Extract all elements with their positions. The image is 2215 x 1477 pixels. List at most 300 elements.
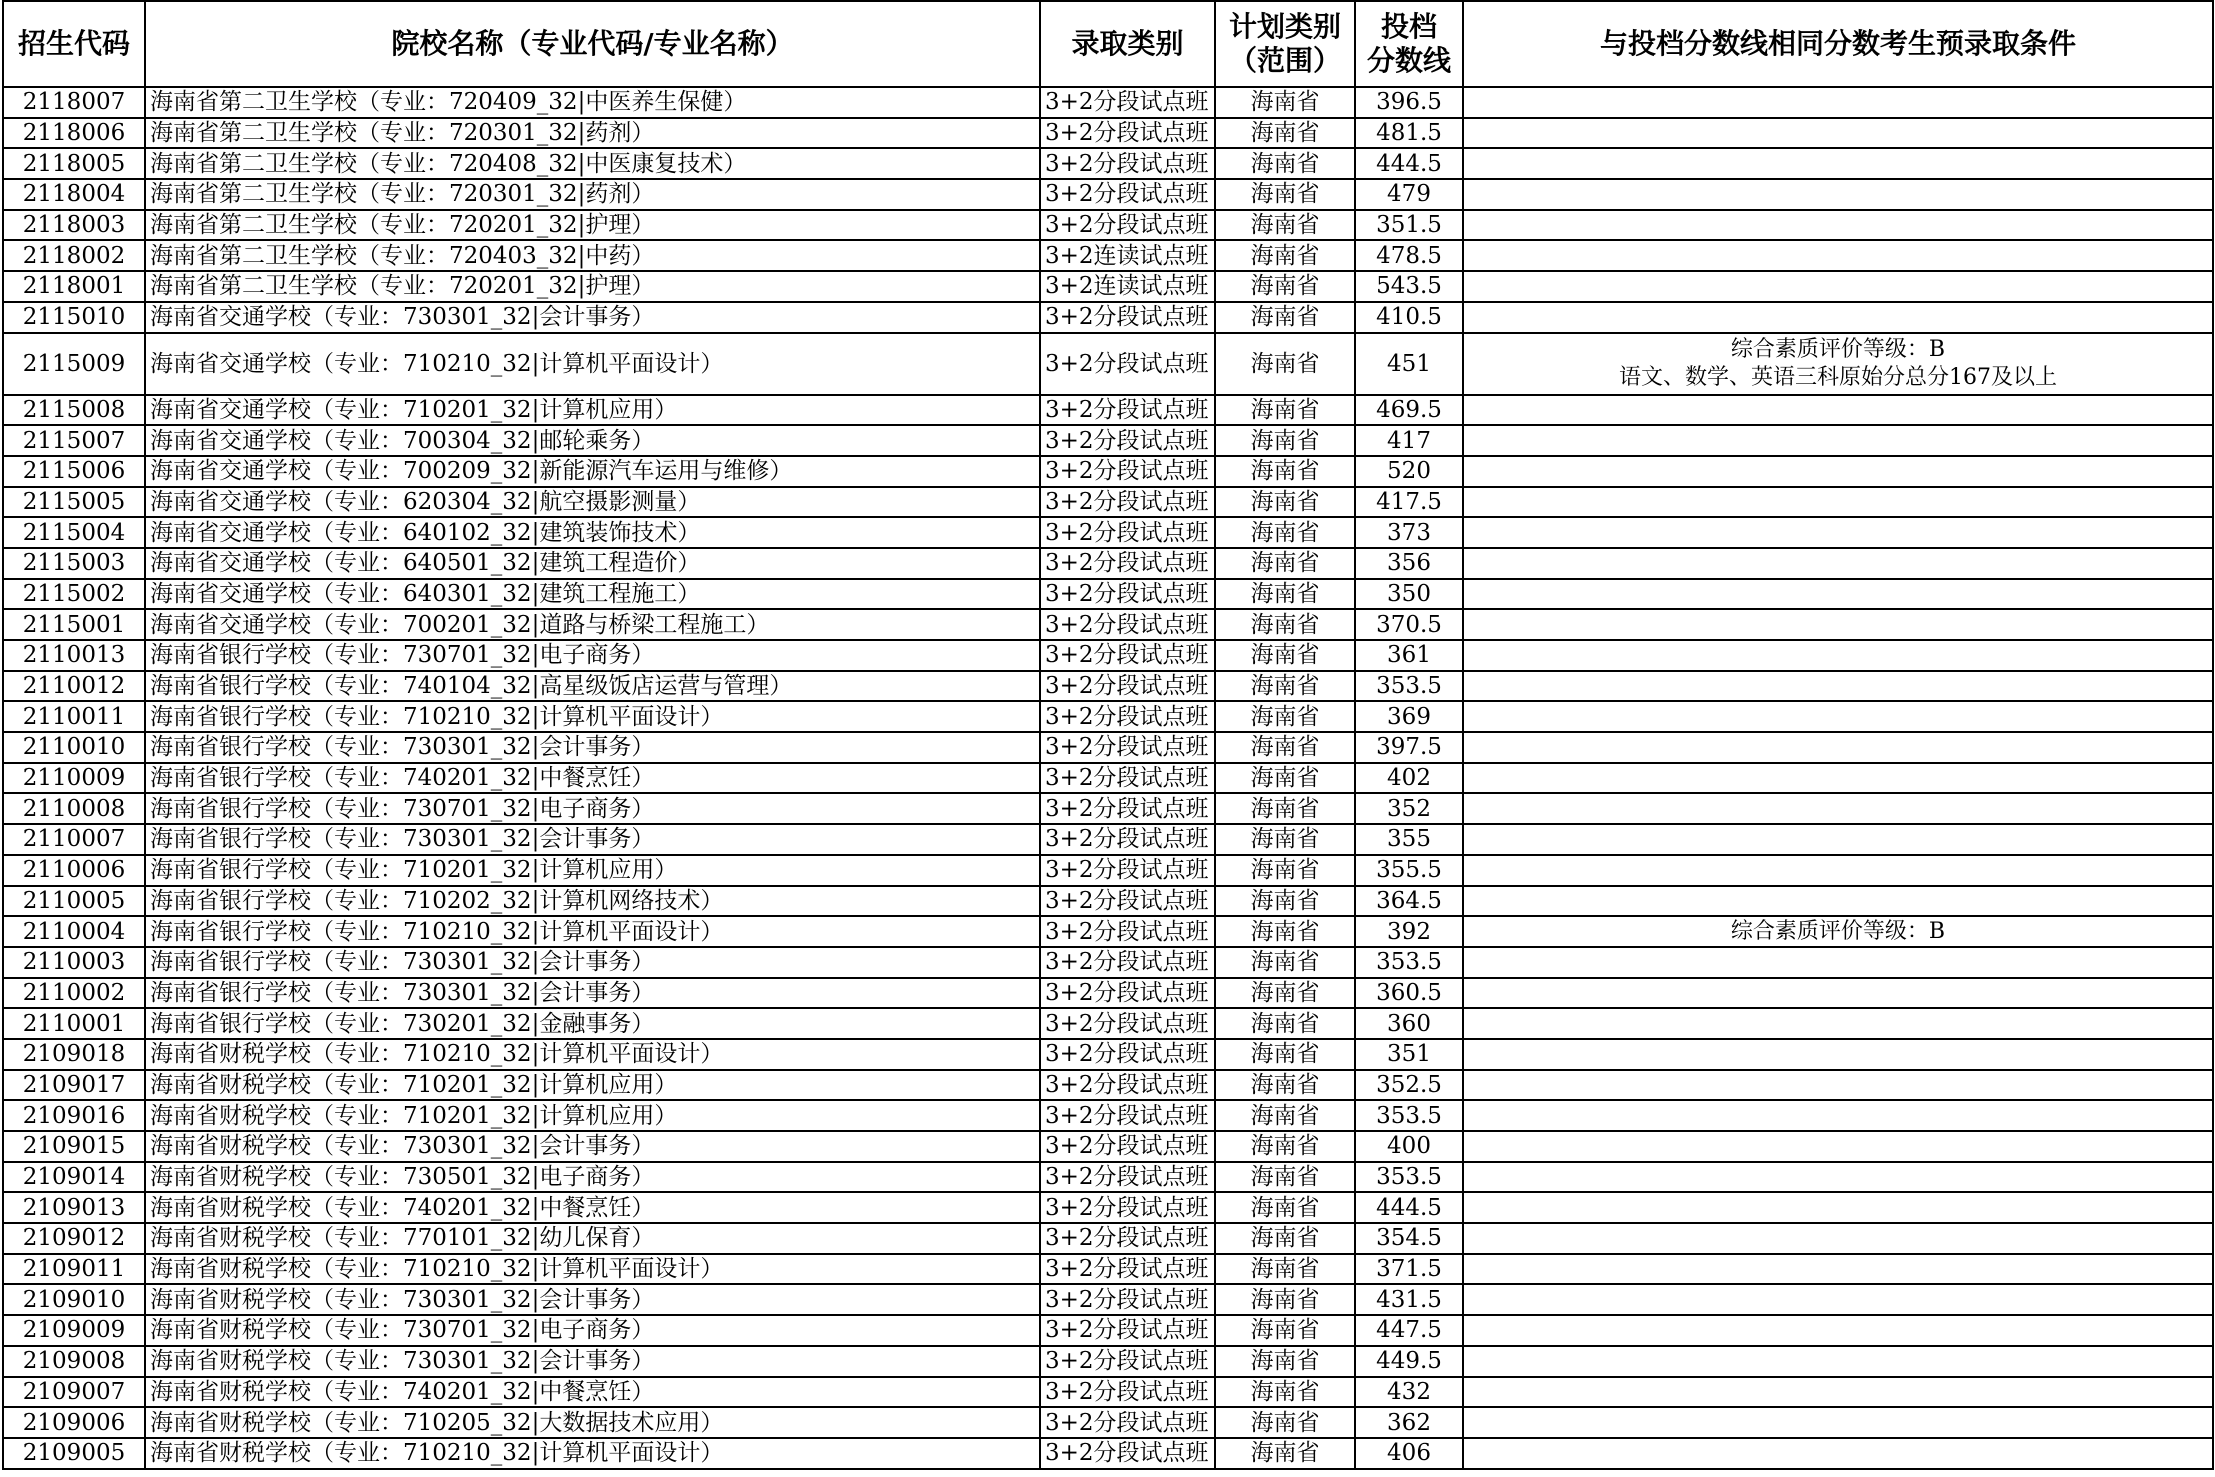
cell-category: 3+2分段试点班 (1040, 1008, 1215, 1039)
cell-school: 海南省财税学校（专业：730301_32|会计事务） (145, 1284, 1040, 1315)
cell-category: 3+2分段试点班 (1040, 1346, 1215, 1377)
cell-score: 449.5 (1355, 1346, 1463, 1377)
cell-code: 2110004 (3, 916, 145, 947)
cell-score: 431.5 (1355, 1284, 1463, 1315)
cell-school: 海南省交通学校（专业：640301_32|建筑工程施工） (145, 579, 1040, 610)
cell-school: 海南省交通学校（专业：710201_32|计算机应用） (145, 395, 1040, 426)
table-row (3, 1008, 2213, 1039)
header-score (1355, 1, 1463, 87)
cell-code: 2109013 (3, 1192, 145, 1223)
cell-code: 2115008 (3, 395, 145, 426)
header-score-line1: 投档 (1380, 10, 1437, 43)
cell-category: 3+2分段试点班 (1040, 609, 1215, 640)
cell-code: 2109006 (3, 1407, 145, 1438)
table-row (3, 425, 2213, 456)
cell-category: 3+2分段试点班 (1040, 855, 1215, 886)
cell-condition (1463, 210, 2213, 241)
cell-condition (1463, 517, 2213, 548)
cell-score: 481.5 (1355, 118, 1463, 149)
cell-code: 2110012 (3, 671, 145, 702)
cell-category: 3+2分段试点班 (1040, 148, 1215, 179)
cell-school: 海南省银行学校（专业：710210_32|计算机平面设计） (145, 916, 1040, 947)
cell-category: 3+2分段试点班 (1040, 732, 1215, 763)
cell-code: 2109017 (3, 1070, 145, 1101)
cell-plan: 海南省 (1215, 763, 1355, 794)
cell-condition (1463, 1039, 2213, 1070)
cell-code: 2118005 (3, 148, 145, 179)
cell-school: 海南省第二卫生学校（专业：720201_32|护理） (145, 210, 1040, 241)
cell-plan: 海南省 (1215, 1162, 1355, 1193)
cell-condition (1463, 1407, 2213, 1438)
cell-plan: 海南省 (1215, 916, 1355, 947)
cell-plan: 海南省 (1215, 701, 1355, 732)
cell-score: 444.5 (1355, 148, 1463, 179)
cell-school: 海南省第二卫生学校（专业：720201_32|护理） (145, 271, 1040, 302)
table-row (3, 671, 2213, 702)
cell-condition (1463, 579, 2213, 610)
cell-condition (1463, 671, 2213, 702)
cell-plan: 海南省 (1215, 1346, 1355, 1377)
table-row (3, 210, 2213, 241)
cell-category: 3+2分段试点班 (1040, 517, 1215, 548)
cell-condition (1463, 1223, 2213, 1254)
cell-code: 2115003 (3, 548, 145, 579)
cell-score: 402 (1355, 763, 1463, 794)
cell-school: 海南省财税学校（专业：730501_32|电子商务） (145, 1162, 1040, 1193)
cell-code: 2109008 (3, 1346, 145, 1377)
cell-plan: 海南省 (1215, 148, 1355, 179)
cell-condition (1463, 1008, 2213, 1039)
cell-condition (1463, 487, 2213, 518)
cell-code: 2109014 (3, 1162, 145, 1193)
table-row (3, 763, 2213, 794)
cell-condition (1463, 425, 2213, 456)
cell-condition (1463, 333, 2213, 395)
cell-plan: 海南省 (1215, 947, 1355, 978)
cell-code: 2110006 (3, 855, 145, 886)
table-row (3, 1039, 2213, 1070)
header-condition: 与投档分数线相同分数考生预录取条件 (1463, 1, 2213, 87)
cell-school: 海南省第二卫生学校（专业：720301_32|药剂） (145, 179, 1040, 210)
cell-category: 3+2分段试点班 (1040, 1254, 1215, 1285)
cell-score: 351 (1355, 1039, 1463, 1070)
cell-category: 3+2分段试点班 (1040, 824, 1215, 855)
cell-plan: 海南省 (1215, 1254, 1355, 1285)
cell-code: 2115010 (3, 302, 145, 333)
cell-condition (1463, 886, 2213, 917)
cell-code: 2115007 (3, 425, 145, 456)
cell-condition (1463, 1254, 2213, 1285)
cell-score: 351.5 (1355, 210, 1463, 241)
table-row (3, 1284, 2213, 1315)
cell-category: 3+2分段试点班 (1040, 579, 1215, 610)
cell-school: 海南省财税学校（专业：710201_32|计算机应用） (145, 1100, 1040, 1131)
cell-category: 3+2分段试点班 (1040, 947, 1215, 978)
table-row (3, 640, 2213, 671)
cell-code: 2110009 (3, 763, 145, 794)
cell-category: 3+2分段试点班 (1040, 701, 1215, 732)
cell-code: 2109010 (3, 1284, 145, 1315)
cell-school: 海南省银行学校（专业：730301_32|会计事务） (145, 732, 1040, 763)
table-row (3, 87, 2213, 118)
table-body (3, 87, 2213, 1469)
cell-plan: 海南省 (1215, 671, 1355, 702)
header-code: 招生代码 (3, 1, 145, 87)
cell-score: 444.5 (1355, 1192, 1463, 1223)
cell-school: 海南省银行学校（专业：730701_32|电子商务） (145, 640, 1040, 671)
cell-code: 2109016 (3, 1100, 145, 1131)
header-plan-line1: 计划类别 (1228, 10, 1341, 43)
cell-condition (1463, 456, 2213, 487)
cell-score: 364.5 (1355, 886, 1463, 917)
cell-plan: 海南省 (1215, 793, 1355, 824)
table-row (3, 1100, 2213, 1131)
cell-plan: 海南省 (1215, 1223, 1355, 1254)
cell-score: 370.5 (1355, 609, 1463, 640)
table-row (3, 240, 2213, 271)
cell-plan: 海南省 (1215, 87, 1355, 118)
cell-category: 3+2分段试点班 (1040, 886, 1215, 917)
cell-category: 3+2分段试点班 (1040, 916, 1215, 947)
cell-school: 海南省第二卫生学校（专业：720301_32|药剂） (145, 118, 1040, 149)
cell-school: 海南省银行学校（专业：730301_32|会计事务） (145, 824, 1040, 855)
cell-condition (1463, 1284, 2213, 1315)
cell-code: 2115001 (3, 609, 145, 640)
cell-condition (1463, 763, 2213, 794)
cell-code: 2115009 (3, 333, 145, 395)
cell-code: 2118007 (3, 87, 145, 118)
cell-school: 海南省财税学校（专业：770101_32|幼儿保育） (145, 1223, 1040, 1254)
cell-condition (1463, 916, 2213, 947)
cell-score: 353.5 (1355, 671, 1463, 702)
cell-condition (1463, 1070, 2213, 1101)
cell-school: 海南省银行学校（专业：730701_32|电子商务） (145, 793, 1040, 824)
cell-condition (1463, 1377, 2213, 1408)
cell-school: 海南省银行学校（专业：710201_32|计算机应用） (145, 855, 1040, 886)
cell-condition (1463, 793, 2213, 824)
cell-category: 3+2连读试点班 (1040, 271, 1215, 302)
cell-school: 海南省第二卫生学校（专业：720409_32|中医养生保健） (145, 87, 1040, 118)
table-row (3, 118, 2213, 149)
cell-plan: 海南省 (1215, 333, 1355, 395)
cell-code: 2110010 (3, 732, 145, 763)
table-row (3, 824, 2213, 855)
table-row (3, 1192, 2213, 1223)
cell-condition (1463, 1192, 2213, 1223)
cell-category: 3+2分段试点班 (1040, 179, 1215, 210)
cell-plan: 海南省 (1215, 978, 1355, 1009)
table-row (3, 1131, 2213, 1162)
cell-code: 2118002 (3, 240, 145, 271)
cell-school: 海南省银行学校（专业：710210_32|计算机平面设计） (145, 701, 1040, 732)
table-row (3, 1346, 2213, 1377)
cell-category: 3+2分段试点班 (1040, 210, 1215, 241)
cell-school: 海南省交通学校（专业：700209_32|新能源汽车运用与维修） (145, 456, 1040, 487)
cell-school: 海南省财税学校（专业：710210_32|计算机平面设计） (145, 1039, 1040, 1070)
cell-code: 2110001 (3, 1008, 145, 1039)
cell-code: 2110007 (3, 824, 145, 855)
cell-category: 3+2分段试点班 (1040, 456, 1215, 487)
cell-code: 2110002 (3, 978, 145, 1009)
cell-plan: 海南省 (1215, 548, 1355, 579)
table-row (3, 548, 2213, 579)
table-row (3, 1407, 2213, 1438)
cell-school: 海南省财税学校（专业：740201_32|中餐烹饪） (145, 1377, 1040, 1408)
cell-condition (1463, 732, 2213, 763)
cell-category: 3+2分段试点班 (1040, 1162, 1215, 1193)
condition-line: 综合素质评价等级：B (1730, 336, 1946, 362)
cell-school: 海南省交通学校（专业：700201_32|道路与桥梁工程施工） (145, 609, 1040, 640)
table-row (3, 333, 2213, 395)
cell-category: 3+2分段试点班 (1040, 1192, 1215, 1223)
cell-condition (1463, 118, 2213, 149)
cell-school: 海南省财税学校（专业：740201_32|中餐烹饪） (145, 1192, 1040, 1223)
cell-code: 2118004 (3, 179, 145, 210)
cell-plan: 海南省 (1215, 1377, 1355, 1408)
cell-school: 海南省银行学校（专业：730301_32|会计事务） (145, 947, 1040, 978)
cell-category: 3+2分段试点班 (1040, 640, 1215, 671)
cell-code: 2110005 (3, 886, 145, 917)
table-row (3, 947, 2213, 978)
cell-condition (1463, 1315, 2213, 1346)
cell-plan: 海南省 (1215, 1315, 1355, 1346)
cell-condition (1463, 548, 2213, 579)
cell-plan: 海南省 (1215, 302, 1355, 333)
cell-condition (1463, 978, 2213, 1009)
cell-category: 3+2分段试点班 (1040, 793, 1215, 824)
table-row (3, 456, 2213, 487)
table-row (3, 1162, 2213, 1193)
cell-category: 3+2分段试点班 (1040, 118, 1215, 149)
cell-score: 469.5 (1355, 395, 1463, 426)
cell-plan: 海南省 (1215, 179, 1355, 210)
cell-school: 海南省财税学校（专业：730301_32|会计事务） (145, 1346, 1040, 1377)
cell-school: 海南省银行学校（专业：740201_32|中餐烹饪） (145, 763, 1040, 794)
cell-school: 海南省银行学校（专业：730301_32|会计事务） (145, 978, 1040, 1009)
cell-plan: 海南省 (1215, 517, 1355, 548)
cell-plan: 海南省 (1215, 824, 1355, 855)
cell-condition (1463, 1131, 2213, 1162)
cell-code: 2115006 (3, 456, 145, 487)
cell-category: 3+2分段试点班 (1040, 1100, 1215, 1131)
cell-category: 3+2分段试点班 (1040, 548, 1215, 579)
cell-code: 2110008 (3, 793, 145, 824)
table-row (3, 701, 2213, 732)
table-row (3, 487, 2213, 518)
condition-line: 综合素质评价等级：B (1730, 918, 1946, 944)
cell-plan: 海南省 (1215, 1131, 1355, 1162)
condition-line: 语文、数学、英语三科原始分总分167及以上 (1619, 364, 2057, 390)
cell-school: 海南省第二卫生学校（专业：720408_32|中医康复技术） (145, 148, 1040, 179)
cell-category: 3+2分段试点班 (1040, 487, 1215, 518)
cell-category: 3+2分段试点班 (1040, 425, 1215, 456)
cell-score: 543.5 (1355, 271, 1463, 302)
cell-category: 3+2分段试点班 (1040, 1039, 1215, 1070)
table-row (3, 978, 2213, 1009)
header-score-line2: 分数线 (1366, 44, 1451, 77)
header-row (3, 1, 2213, 87)
cell-condition (1463, 947, 2213, 978)
cell-category: 3+2分段试点班 (1040, 1284, 1215, 1315)
cell-category: 3+2分段试点班 (1040, 1070, 1215, 1101)
cell-plan: 海南省 (1215, 640, 1355, 671)
cell-plan: 海南省 (1215, 118, 1355, 149)
cell-score: 350 (1355, 579, 1463, 610)
cell-score: 396.5 (1355, 87, 1463, 118)
cell-school: 海南省财税学校（专业：710210_32|计算机平面设计） (145, 1254, 1040, 1285)
cell-code: 2118006 (3, 118, 145, 149)
table-row (3, 1254, 2213, 1285)
table-row (3, 271, 2213, 302)
cell-plan: 海南省 (1215, 1192, 1355, 1223)
cell-code: 2118003 (3, 210, 145, 241)
cell-plan: 海南省 (1215, 1284, 1355, 1315)
cell-code: 2115004 (3, 517, 145, 548)
cell-code: 2109015 (3, 1131, 145, 1162)
cell-school: 海南省财税学校（专业：710201_32|计算机应用） (145, 1070, 1040, 1101)
cell-score: 355 (1355, 824, 1463, 855)
cell-score: 397.5 (1355, 732, 1463, 763)
cell-code: 2115002 (3, 579, 145, 610)
cell-condition (1463, 395, 2213, 426)
table-row (3, 1315, 2213, 1346)
table-row (3, 148, 2213, 179)
cell-score: 406 (1355, 1438, 1463, 1469)
cell-score: 520 (1355, 456, 1463, 487)
cell-code: 2110011 (3, 701, 145, 732)
cell-code: 2110013 (3, 640, 145, 671)
cell-category: 3+2分段试点班 (1040, 1131, 1215, 1162)
cell-score: 447.5 (1355, 1315, 1463, 1346)
cell-score: 410.5 (1355, 302, 1463, 333)
cell-condition (1463, 87, 2213, 118)
cell-code: 2109007 (3, 1377, 145, 1408)
cell-score: 355.5 (1355, 855, 1463, 886)
cell-condition (1463, 701, 2213, 732)
cell-school: 海南省财税学校（专业：710210_32|计算机平面设计） (145, 1438, 1040, 1469)
table-row (3, 916, 2213, 947)
cell-condition (1463, 148, 2213, 179)
cell-score: 417 (1355, 425, 1463, 456)
cell-school: 海南省交通学校（专业：700304_32|邮轮乘务） (145, 425, 1040, 456)
cell-plan: 海南省 (1215, 1100, 1355, 1131)
cell-score: 353.5 (1355, 1162, 1463, 1193)
cell-code: 2109011 (3, 1254, 145, 1285)
cell-plan: 海南省 (1215, 732, 1355, 763)
cell-score: 353.5 (1355, 1100, 1463, 1131)
admission-table (2, 0, 2214, 1470)
table-row (3, 1377, 2213, 1408)
cell-plan: 海南省 (1215, 487, 1355, 518)
cell-plan: 海南省 (1215, 855, 1355, 886)
cell-school: 海南省银行学校（专业：730201_32|金融事务） (145, 1008, 1040, 1039)
cell-plan: 海南省 (1215, 609, 1355, 640)
cell-school: 海南省交通学校（专业：620304_32|航空摄影测量） (145, 487, 1040, 518)
cell-condition (1463, 179, 2213, 210)
table-row (3, 302, 2213, 333)
cell-score: 371.5 (1355, 1254, 1463, 1285)
header-plan-line2: （范围） (1228, 44, 1341, 77)
cell-score: 417.5 (1355, 487, 1463, 518)
cell-condition (1463, 855, 2213, 886)
cell-category: 3+2分段试点班 (1040, 333, 1215, 395)
table-row (3, 395, 2213, 426)
cell-score: 369 (1355, 701, 1463, 732)
cell-code: 2118001 (3, 271, 145, 302)
cell-plan: 海南省 (1215, 1039, 1355, 1070)
table-row (3, 886, 2213, 917)
table-row (3, 1223, 2213, 1254)
cell-category: 3+2分段试点班 (1040, 671, 1215, 702)
cell-score: 354.5 (1355, 1223, 1463, 1254)
cell-category: 3+2分段试点班 (1040, 1438, 1215, 1469)
cell-condition (1463, 302, 2213, 333)
cell-plan: 海南省 (1215, 456, 1355, 487)
cell-condition (1463, 1100, 2213, 1131)
cell-condition (1463, 1346, 2213, 1377)
header-category: 录取类别 (1040, 1, 1215, 87)
cell-school: 海南省交通学校（专业：710210_32|计算机平面设计） (145, 333, 1040, 395)
cell-score: 360 (1355, 1008, 1463, 1039)
cell-score: 451 (1355, 333, 1463, 395)
cell-category: 3+2分段试点班 (1040, 302, 1215, 333)
table-row (3, 1070, 2213, 1101)
cell-school: 海南省交通学校（专业：730301_32|会计事务） (145, 302, 1040, 333)
cell-plan: 海南省 (1215, 886, 1355, 917)
cell-category: 3+2分段试点班 (1040, 978, 1215, 1009)
cell-score: 400 (1355, 1131, 1463, 1162)
cell-score: 353.5 (1355, 947, 1463, 978)
cell-condition (1463, 1162, 2213, 1193)
cell-condition (1463, 1438, 2213, 1469)
cell-score: 478.5 (1355, 240, 1463, 271)
cell-code: 2115005 (3, 487, 145, 518)
cell-condition (1463, 824, 2213, 855)
cell-plan: 海南省 (1215, 210, 1355, 241)
cell-category: 3+2分段试点班 (1040, 1407, 1215, 1438)
cell-plan: 海南省 (1215, 1008, 1355, 1039)
cell-code: 2109005 (3, 1438, 145, 1469)
header-school: 院校名称（专业代码/专业名称） (145, 1, 1040, 87)
cell-score: 479 (1355, 179, 1463, 210)
cell-plan: 海南省 (1215, 1438, 1355, 1469)
cell-school: 海南省第二卫生学校（专业：720403_32|中药） (145, 240, 1040, 271)
cell-school: 海南省交通学校（专业：640501_32|建筑工程造价） (145, 548, 1040, 579)
cell-school: 海南省财税学校（专业：730701_32|电子商务） (145, 1315, 1040, 1346)
cell-code: 2110003 (3, 947, 145, 978)
cell-category: 3+2分段试点班 (1040, 1315, 1215, 1346)
cell-plan: 海南省 (1215, 425, 1355, 456)
cell-code: 2109009 (3, 1315, 145, 1346)
cell-plan: 海南省 (1215, 395, 1355, 426)
cell-school: 海南省银行学校（专业：740104_32|高星级饭店运营与管理） (145, 671, 1040, 702)
cell-category: 3+2分段试点班 (1040, 395, 1215, 426)
cell-school: 海南省交通学校（专业：640102_32|建筑装饰技术） (145, 517, 1040, 548)
cell-code: 2109012 (3, 1223, 145, 1254)
table-row (3, 179, 2213, 210)
cell-score: 361 (1355, 640, 1463, 671)
cell-plan: 海南省 (1215, 1407, 1355, 1438)
cell-school: 海南省财税学校（专业：710205_32|大数据技术应用） (145, 1407, 1040, 1438)
table-row (3, 1438, 2213, 1469)
cell-condition (1463, 609, 2213, 640)
cell-score: 360.5 (1355, 978, 1463, 1009)
cell-score: 392 (1355, 916, 1463, 947)
cell-plan: 海南省 (1215, 271, 1355, 302)
table-row (3, 579, 2213, 610)
cell-score: 362 (1355, 1407, 1463, 1438)
cell-score: 373 (1355, 517, 1463, 548)
